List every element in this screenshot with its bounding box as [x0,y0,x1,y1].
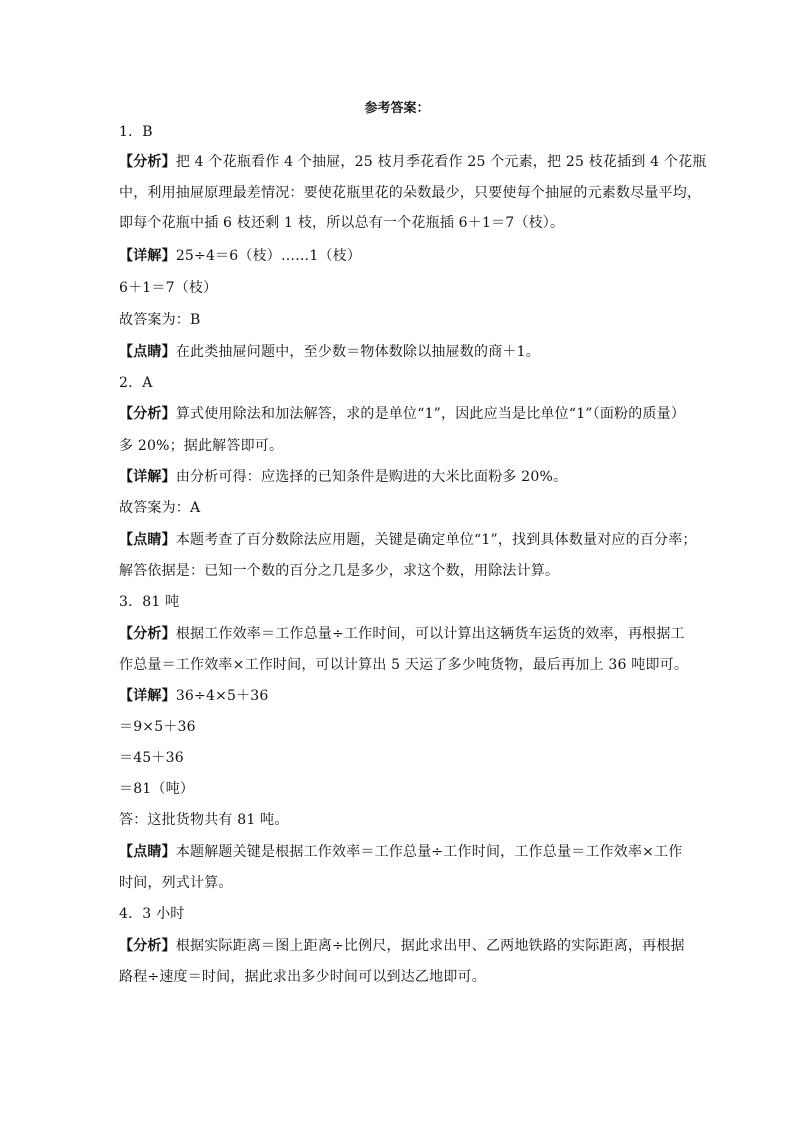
line-text: 在此类抽屉问题中，至少数＝物体数除以抽屉数的商＋1。 [175,344,540,360]
line-text: 算式使用除法和加法解答，求的是单位“1”，因此应当是比单位“1”（面粉的质量） [175,406,686,422]
line-text: 25÷4＝6（枝）……1（枝） [175,248,362,264]
answer-line [119,810,689,830]
line-text: 多 20%；据此解答即可。 [119,438,284,454]
line-text: 把 4 个花瓶看作 4 个抽屉，25 枝月季花看作 25 个元素，把 25 枝花插到 4 个花瓶 [175,154,707,170]
line-text: 2．A [119,375,153,391]
answer-line [119,624,689,644]
answer-line [119,213,689,233]
section-tag: 【点睛】 [119,532,176,548]
answer-line [119,873,689,893]
line-text: 路程÷速度＝时间，据此求出多少时间可以到达乙地即可。 [119,969,486,985]
line-text: 作总量＝工作效率×工作时间，可以计算出 5 天运了多少吨货物，最后再加上 36 吨即可。 [119,657,689,673]
answer-line [119,717,689,737]
line-text: 36÷4×5＋36 [175,688,269,704]
line-text: ＝81（吨） [119,781,195,797]
answer-line [119,655,689,675]
section-tag: 【分析】 [119,626,176,642]
answer-line [119,152,707,172]
answer-line [119,686,689,706]
answer-line [119,373,689,393]
line-text: 中，利用抽屉原理最差情况：要使花瓶里花的朵数最少，只要使每个抽屉的元素数尽量平均， [119,185,702,201]
page-title: 参考答案： [364,101,430,116]
line-text: 故答案为：B [119,312,201,328]
answer-line [119,748,689,768]
section-tag: 【点睛】 [119,344,176,360]
answer-line [119,779,689,799]
section-tag: 【详解】 [119,248,176,264]
line-text: 3．81 吨 [119,594,180,610]
line-text: 答：这批货物共有 81 吨。 [119,812,289,828]
section-tag: 【分析】 [119,938,176,954]
answer-line [119,842,689,862]
answer-line [119,530,697,550]
line-text: 6＋1＝7（枝） [119,280,218,296]
answer-line [119,246,689,266]
answer-line [119,561,689,581]
answer-line [119,904,689,924]
answer-line [119,404,689,424]
answer-line [119,936,689,956]
answer-line [119,342,689,362]
line-text: 故答案为：A [119,500,201,516]
section-tag: 【详解】 [119,688,176,704]
line-text: 本题考查了百分数除法应用题，关键是确定单位“1”，找到具体数量对应的百分率； [175,532,697,548]
section-tag: 【详解】 [119,469,176,485]
answer-line [119,183,702,203]
answer-line [119,278,689,298]
section-tag: 【点睛】 [119,844,176,860]
answer-line [119,310,689,330]
line-text: 时间，列式计算。 [119,875,233,891]
line-text: 4．3 小时 [119,906,185,922]
line-text: 本题解题关键是根据工作效率＝工作总量÷工作时间，工作总量＝工作效率×工作 [175,844,683,860]
line-text: ＝45＋36 [119,750,184,766]
line-text: 根据实际距离＝图上距离÷比例尺，据此求出甲、乙两地铁路的实际距离，再根据 [175,938,685,954]
section-tag: 【分析】 [119,406,176,422]
line-text: ＝9×5＋36 [119,719,196,735]
line-text: 解答依据是：已知一个数的百分之几是多少，求这个数，用除法计算。 [119,563,560,579]
answer-line [119,122,689,142]
line-text: 1．B [119,124,153,140]
answer-line [119,467,689,487]
line-text: 由分析可得：应选择的已知条件是购进的大米比面粉多 20%。 [175,469,568,485]
line-text: 即每个花瓶中插 6 枝还剩 1 枝，所以总有一个花瓶插 6＋1＝7（枝）。 [119,215,565,231]
answer-line [119,592,689,612]
section-tag: 【分析】 [119,154,176,170]
line-text: 根据工作效率＝工作总量÷工作时间，可以计算出这辆货车运货的效率，再根据工 [175,626,685,642]
answer-line [119,967,689,987]
answer-line [119,436,689,456]
answer-line [119,498,689,518]
